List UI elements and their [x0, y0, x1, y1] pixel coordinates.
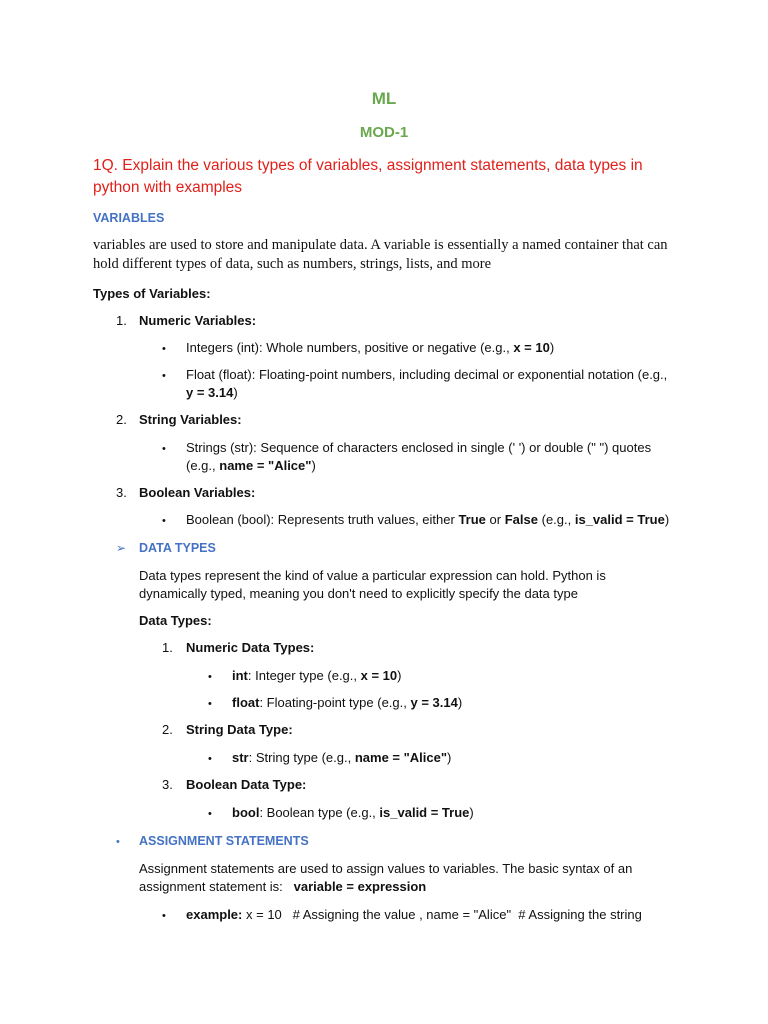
bullet-icon: • [162, 910, 166, 922]
bullet-icon: • [116, 836, 120, 848]
list-item: • Integers (int): Whole numbers, positive or negative (e.g., x = 10) [162, 340, 555, 355]
list-item: • str: String type (e.g., name = "Alice") [208, 750, 452, 765]
types-of-variables-heading: Types of Variables: [93, 286, 211, 301]
bullet-icon: • [208, 671, 212, 683]
list-label: Numeric Data Types: [186, 640, 315, 655]
variables-heading: VARIABLES [93, 211, 165, 225]
list-number: 1. [116, 313, 127, 328]
list-number: 3. [162, 777, 173, 792]
data-types-description: Data types represent the kind of value a particular expression can hold. Python is dynamically typed, meaning you don't need to explicitly specify the data type [139, 568, 606, 601]
bullet-icon: • [162, 515, 166, 527]
bullet-icon: • [162, 370, 166, 382]
variables-intro: variables are used to store and manipulate data. A variable is essentially a named container that can hold different types of data, such as numbers, strings, lists, and more [93, 237, 668, 272]
list-item: • Strings (str): Sequence of characters enclosed in single (' ') or double (" ") quotes [162, 440, 652, 455]
list-item: • int: Integer type (e.g., x = 10) [208, 668, 402, 683]
list-label: Boolean Data Type: [186, 777, 307, 792]
list-item [116, 485, 255, 500]
list-label: Numeric Variables: [139, 313, 257, 328]
list-item [162, 777, 306, 792]
list-item [162, 640, 314, 655]
list-number: 1. [162, 640, 173, 655]
list-label: Boolean Variables: [139, 485, 256, 500]
assignment-syntax: variable = expression [293, 879, 427, 894]
list-item: • Boolean (bool): Represents truth values, either True or False (e.g., is_valid = True) [162, 512, 670, 527]
bullet-icon: • [208, 753, 212, 765]
list-item [116, 313, 256, 328]
page-title: ML [371, 89, 397, 108]
bullet-icon: • [162, 343, 166, 355]
list-item: • float: Floating-point type (e.g., y = 3.14) [208, 695, 463, 710]
arrow-bullet-icon: ➢ [116, 541, 127, 555]
bullet-icon: • [162, 443, 166, 455]
assignment-section [116, 833, 309, 848]
list-label: String Variables: [139, 412, 242, 427]
list-item-continuation: y = 3.14) [186, 385, 238, 400]
list-number: 2. [162, 722, 173, 737]
data-types-heading: DATA TYPES [139, 541, 216, 555]
data-types-subheading: Data Types: [139, 613, 212, 628]
assignment-heading: ASSIGNMENT STATEMENTS [139, 834, 309, 848]
assignment-description-2: assignment statement is: variable = expression [139, 879, 427, 894]
list-label: String Data Type: [186, 722, 293, 737]
list-item-continuation: (e.g., name = "Alice") [186, 458, 316, 473]
list-number: 2. [116, 412, 127, 427]
list-item: • example: x = 10 # Assigning the value , name = "Alice" # Assigning the string [162, 907, 642, 922]
page-subtitle: MOD-1 [359, 124, 409, 141]
question-heading: 1Q. Explain the various types of variables, assignment statements, data types in python with examples [93, 157, 643, 196]
data-types-section [116, 540, 216, 555]
list-item: • bool: Boolean type (e.g., is_valid = True) [208, 805, 474, 820]
list-item [116, 412, 242, 427]
assignment-description: Assignment statements are used to assign values to variables. The basic syntax of an [139, 861, 633, 876]
bullet-icon: • [208, 698, 212, 710]
list-item [162, 722, 293, 737]
list-item: • Float (float): Floating-point numbers, including decimal or exponential notation (e.g., [162, 367, 668, 382]
bullet-icon: • [208, 808, 212, 820]
list-number: 3. [116, 485, 127, 500]
